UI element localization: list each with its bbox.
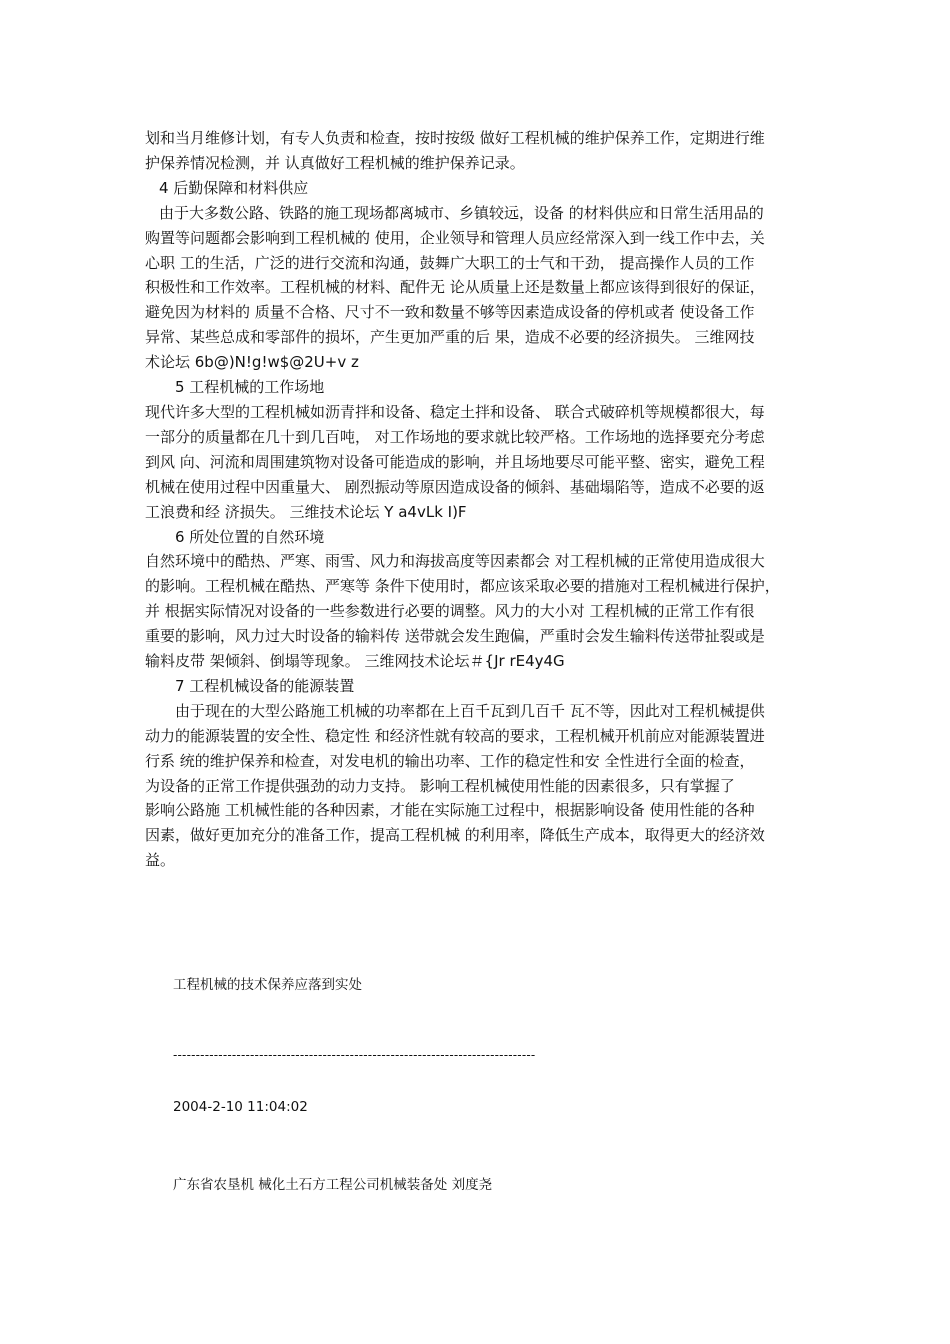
- text-line: 4 后勤保障和材料供应: [159, 178, 309, 197]
- text-line: 一部分的质量都在几十到几百吨， 对工作场地的要求就比较严格。工作场地的选择要充分考虑: [145, 427, 765, 446]
- text-line: 并 根据实际情况对设备的一些参数进行必要的调整。风力的大小对 工程机械的正常工作有很: [145, 602, 755, 621]
- text-line: 由于大多数公路、铁路的施工现场都离城市、乡镇较远，设备 的材料供应和日常生活用品的: [159, 203, 764, 222]
- text-line: 术论坛 6b@)N!g!w$@2U+v z: [145, 353, 359, 372]
- text-line: 到风 向、河流和周围建筑物对设备可能造成的影响，并且场地要尽可能平整、密实，避免工程: [145, 452, 765, 471]
- text-line: 心职 工的生活，广泛的进行交流和沟通，鼓舞广大职工的士气和干劲， 提高操作人员的工作: [145, 253, 755, 272]
- article-title: 工程机械的技术保养应落到实处: [173, 977, 362, 993]
- text-line: 5 工程机械的工作场地: [175, 378, 325, 397]
- text-line: 工浪费和经 济损失。 三维技术论坛 Y a4vLk I)F: [145, 502, 467, 521]
- text-line: 现代许多大型的工程机械如沥青拌和设备、稳定土拌和设备、 联合式破碎机等规模都很大，每: [145, 402, 765, 421]
- text-line: 动力的能源装置的安全性、稳定性 和经济性就有较高的要求，工程机械开机前应对能源装置进: [145, 726, 765, 745]
- article-body: [145, 126, 815, 873]
- text-line: 划和当月维修计划，有专人负责和检查，按时按级 做好工程机械的维护保养工作，定期进行维: [145, 129, 765, 147]
- text-line: 积极性和工作效率。工程机械的材料、配件无 论从质量上还是数量上都应该得到很好的保证，: [145, 278, 765, 297]
- text-line: 机械在使用过程中因重量大、 剧烈振动等原因造成设备的倾斜、基础塌陷等，造成不必要的返: [145, 477, 765, 496]
- text-line: 的影响。工程机械在酷热、严寒等 条件下使用时，都应该采取必要的措施对工程机械进行保护，: [145, 577, 780, 596]
- text-line: 为设备的正常工作提供强劲的动力支持。 影响工程机械使用性能的因素很多，只有掌握了: [145, 776, 735, 795]
- text-line: 自然环境中的酷热、严寒、雨雪、风力和海拔高度等因素都会 对工程机械的正常使用造成很大: [145, 552, 765, 571]
- text-line: 影响公路施 工机械性能的各种因素，才能在实际施工过程中，根据影响设备 使用性能的各种: [145, 801, 755, 820]
- article-date: 2004-2-10 11:04:02: [173, 1099, 308, 1115]
- text-line: 行系 统的维护保养和检查，对发电机的输出功率、工作的稳定性和安 全性进行全面的检查，: [145, 751, 755, 770]
- text-line: 7 工程机械设备的能源装置: [175, 676, 355, 695]
- text-line: 避免因为材料的 质量不合格、尺寸不一致和数量不够等因素造成设备的停机或者 使设备工作: [145, 303, 755, 322]
- article-author: 广东省农垦机 械化土石方工程公司机械装备处 刘度尧: [173, 1177, 493, 1193]
- text-line: 输料皮带 架倾斜、倒塌等现象。 三维网技术论坛＃{Jr rE4y4G: [145, 652, 565, 671]
- text-line: 6 所处位置的自然环境: [175, 527, 325, 546]
- text-line: 因素，做好更加充分的准备工作，提高工程机械 的利用率，降低生产成本，取得更大的经济效: [145, 826, 765, 845]
- text-line: 异常、某些总成和零部件的损坏，产生更加严重的后 果，造成不必要的经济损失。 三维网技: [145, 328, 755, 347]
- text-line: 护保养情况检测，并 认真做好工程机械的维护保养记录。: [145, 153, 525, 172]
- text-line: 重要的影响，风力过大时设备的输料传 送带就会发生跑偏，严重时会发生输料传送带扯裂或是: [145, 627, 765, 646]
- text-line: 益。: [145, 851, 176, 870]
- text-line: 购置等问题都会影响到工程机械的 使用，企业领导和管理人员应经常深入到一线工作中去，关: [145, 228, 765, 247]
- separator-line: --------------------------------------------------------------------------------: [173, 1048, 536, 1062]
- text-line: 由于现在的大型公路施工机械的功率都在上百千瓦到几百千 瓦不等，因此对工程机械提供: [175, 701, 765, 720]
